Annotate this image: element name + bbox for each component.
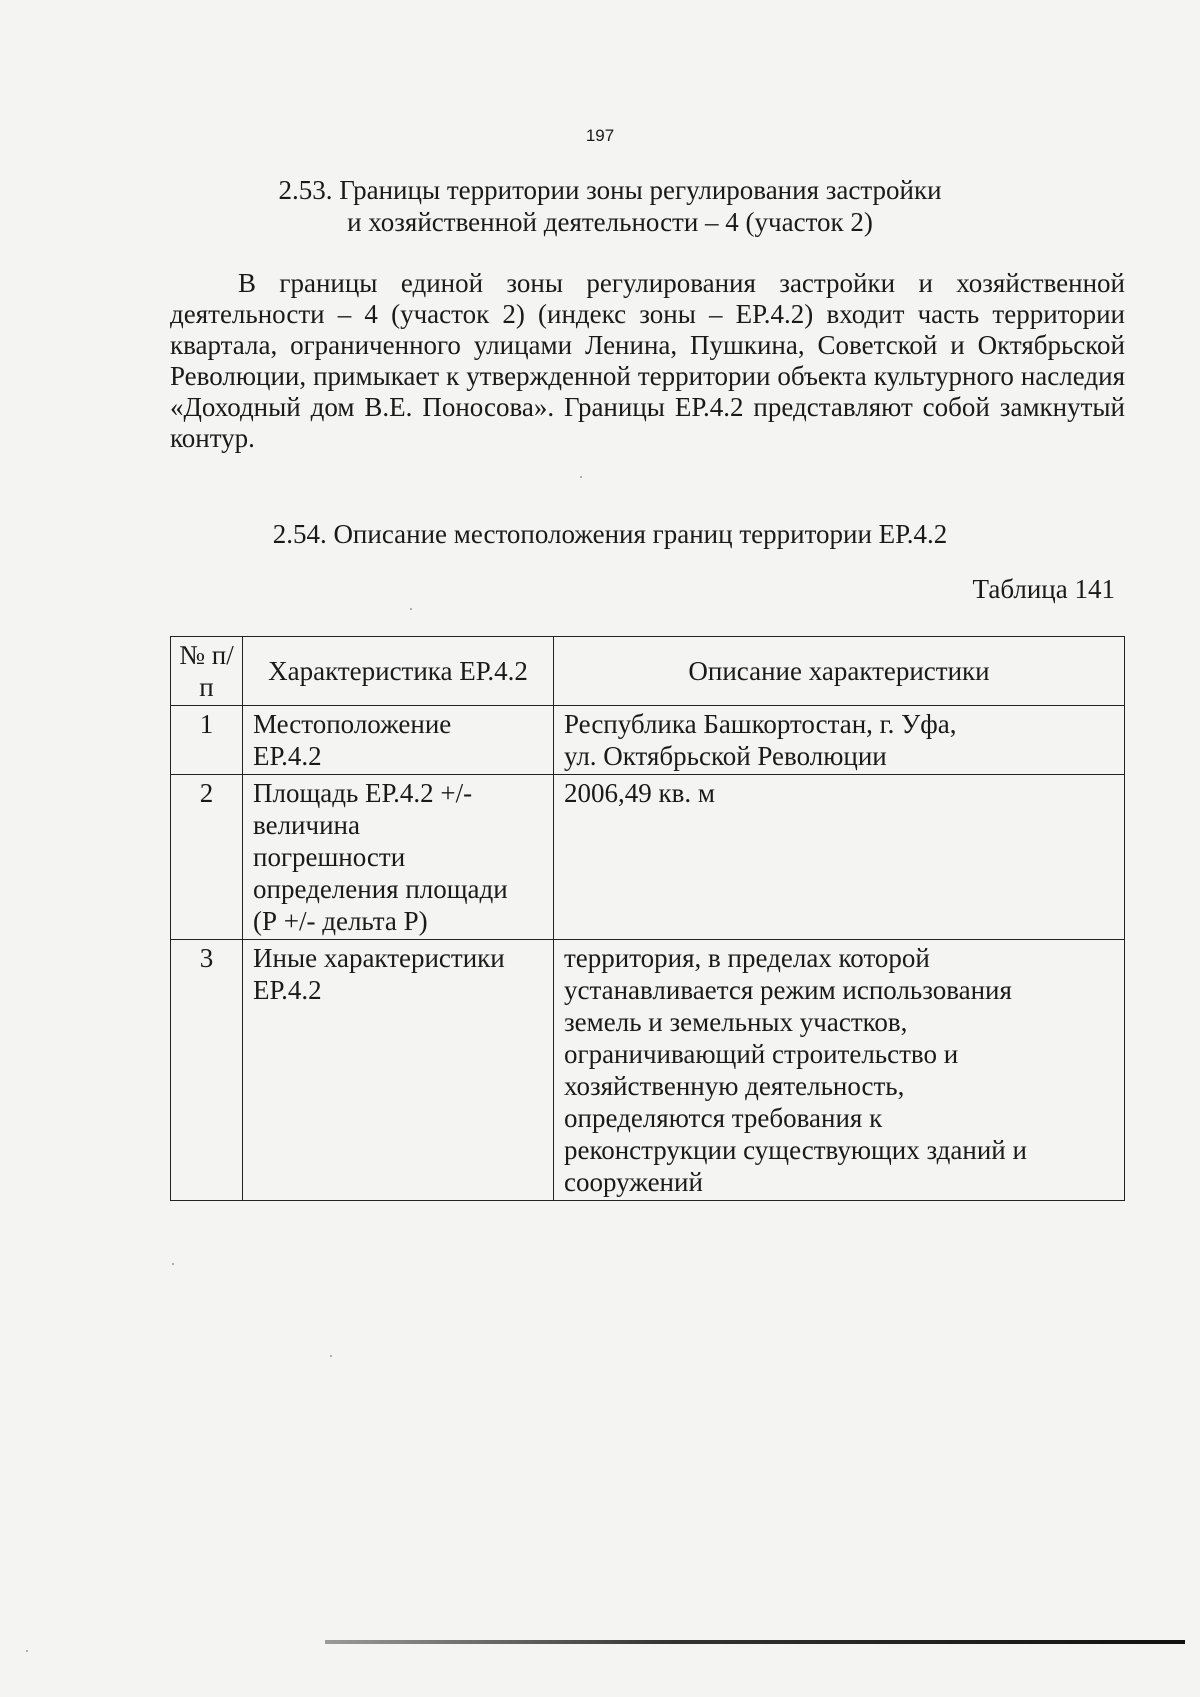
section-253-heading — [180, 174, 1040, 238]
row-description: Республика Башкортостан, г. Уфа, ул. Октябрьской Революции — [554, 706, 1125, 775]
table-row — [171, 940, 1125, 1201]
row-number: 3 — [171, 940, 243, 1201]
scan-speck — [580, 476, 582, 478]
page-number: 197 — [585, 126, 615, 145]
section-254-heading: 2.54. Описание местоположения границ территории ЕР.4.2 — [272, 519, 948, 549]
characteristics-table — [170, 636, 1125, 1201]
row-characteristic: Местоположение ЕР.4.2 — [243, 706, 554, 775]
row-description: территория, в пределах которой устанавливается режим использования земель и земельных участков, ограничивающий строительство и хозяйственную деятельность, определяются требования к реконструкции существующих зданий и сооружений — [554, 940, 1125, 1201]
row-number: 1 — [171, 706, 243, 775]
header-description: Описание характеристики — [554, 637, 1125, 706]
header-number: № п/п — [171, 637, 243, 706]
header-characteristic: Характеристика ЕР.4.2 — [243, 637, 554, 706]
row-characteristic: Иные характеристики ЕР.4.2 — [243, 940, 554, 1201]
section-253-title-line1: 2.53. Границы территории зоны регулирования застройки — [278, 175, 942, 205]
table-row — [171, 775, 1125, 940]
row-characteristic: Площадь ЕР.4.2 +/- величина погрешности определения площади (Р +/- дельта Р) — [243, 775, 554, 940]
scan-speck — [172, 1263, 174, 1265]
scan-speck — [26, 1650, 28, 1652]
zone-description-paragraph: В границы единой зоны регулирования застройки и хозяйственной деятельности – 4 (участок 2) (индекс зоны – ЕР.4.2) входит часть территории квартала, ограниченного улицами Ленина, Пушкина, Советской и Октябрьской Революции, примыкает к утвержденной территории объекта культурного наследия «Доходный дом В.Е. Поносова». Границы ЕР.4.2 представляют собой замкнутый контур. — [170, 268, 1125, 453]
table-row — [171, 706, 1125, 775]
table-caption: Таблица 141 — [972, 574, 1115, 604]
table-header-row — [171, 637, 1125, 706]
scan-speck — [410, 608, 412, 610]
section-253-title-line2: и хозяйственной деятельности – 4 (участок 2) — [347, 207, 873, 237]
row-number: 2 — [171, 775, 243, 940]
scan-speck — [330, 1355, 332, 1357]
row-description: 2006,49 кв. м — [554, 775, 1125, 940]
bottom-scan-line — [325, 1640, 1185, 1644]
